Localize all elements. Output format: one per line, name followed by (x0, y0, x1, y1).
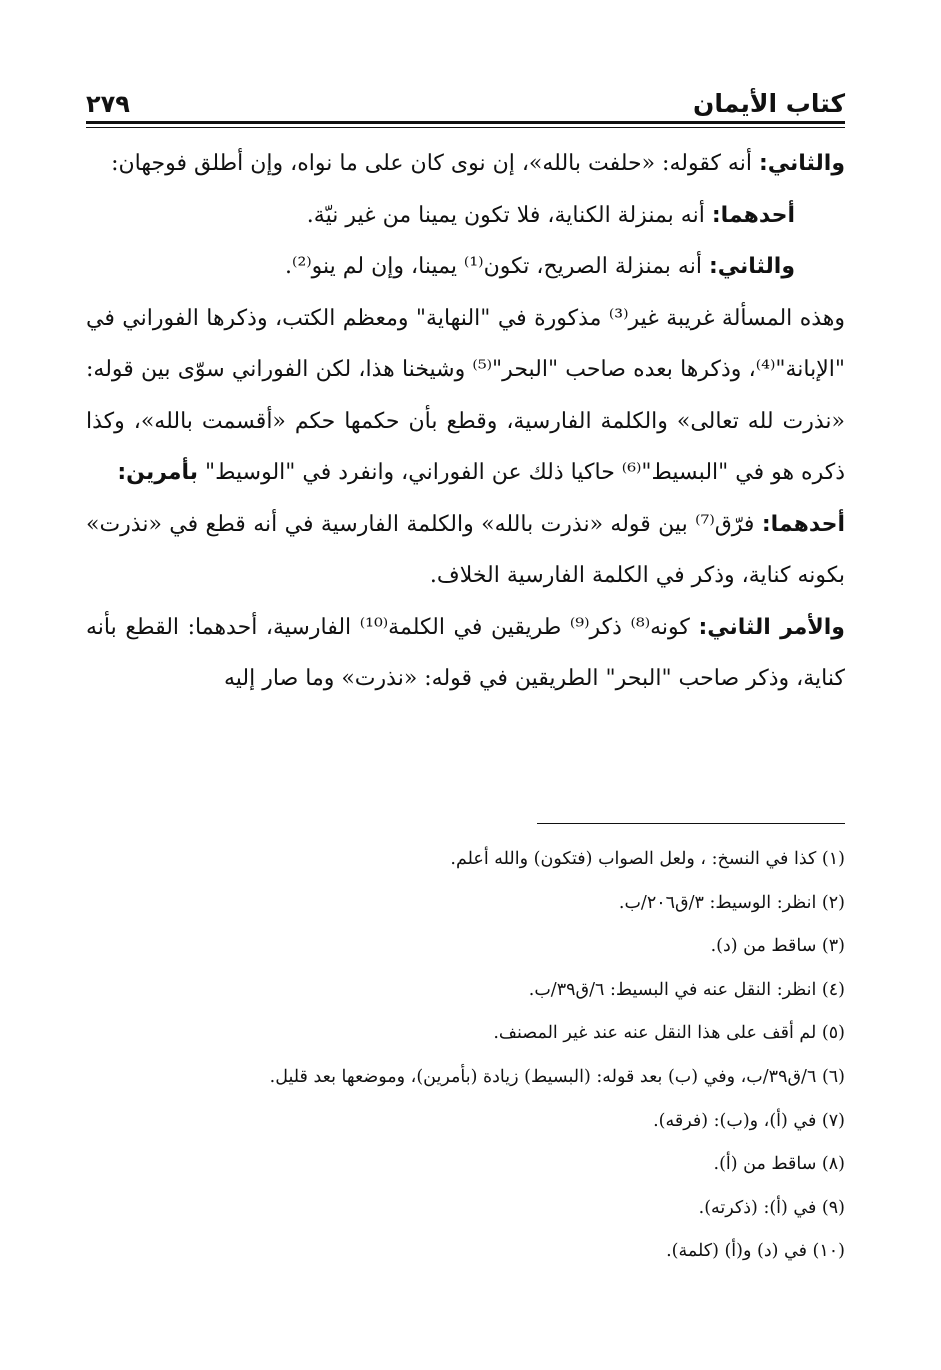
paragraph-6 (86, 602, 845, 705)
paragraph-4 (86, 293, 845, 499)
paragraph-text: أنه بمنزلة الكناية، فلا تكون يمينا من غير نيّة. (306, 202, 712, 228)
footnote-separator (537, 823, 845, 824)
page-header (86, 84, 845, 118)
paragraph-3 (86, 241, 845, 293)
footnote-4: (٤) انظر: النقل عنه في البسيط: ٦/ق٣٩/ب. (528, 979, 845, 1000)
page-number: ٢٧٩ (86, 90, 130, 118)
footnote-2: (٢) انظر: الوسيط: ٣/ق٢٠٦/ب. (618, 892, 845, 913)
header-rule-thin (86, 127, 845, 128)
paragraph-text: أنه كقوله: «حلفت بالله»، إن نوى كان على ما نواه، وإن أطلق فوجهان: (111, 151, 759, 176)
footnote-8: (٨) ساقط من (أ). (713, 1154, 845, 1175)
paragraph-lead: والأمر الثاني: (698, 614, 845, 640)
paragraph-text: فرّق⁽⁷⁾ بين قوله «نذرت بالله» والكلمة الفارسية في أنه قطع في «نذرت» بكونه كناية، وذكر في الكلمة الفارسية الخلاف. (86, 511, 845, 588)
paragraph-lead: أحدهما: (761, 511, 845, 537)
footnote-9: (٩) في (أ): (ذكرته). (698, 1197, 845, 1218)
footnote-10: (١٠) في (د) و(أ) (كلمة). (666, 1241, 845, 1262)
paragraph-text: وهذه المسألة غريبة غير⁽³⁾ مذكورة في "النهاية" ومعظم الكتب، وذكرها الفوراني في "الإبانة"⁽⁴⁾، وذكرها بعده صاحب "البحر"⁽⁵⁾ وشيخنا هذا، لكن الفوراني سوّى بين قوله: «نذرت لله تعالى» والكلمة الفارسية، وقطع بأن حكمها حكم «أقسمت بالله»، وكذا ذكره هو في "البسيط"⁽⁶⁾ حاكيا ذلك عن الفوراني، وانفرد في "الوسيط" (86, 305, 845, 485)
footnote-5: (٥) لم أقف على هذا النقل عنه عند غير المصنف. (493, 1023, 845, 1044)
paragraph-tail-bold: بأمرين: (117, 460, 199, 485)
paragraph-lead: والثاني: (758, 151, 845, 176)
paragraph-1 (86, 138, 845, 190)
paragraph-lead: أحدهما: (711, 202, 795, 228)
chapter-title: كتاب الأيمان (692, 89, 845, 118)
footnote-7: (٧) في (أ)، و(ب): (فرقه). (653, 1110, 845, 1131)
footnote-3: (٣) ساقط من (د). (710, 936, 845, 957)
paragraph-text: كونه⁽⁸⁾ ذكر⁽⁹⁾ طريقين في الكلمة⁽¹⁰⁾ الفارسية، أحدهما: القطع بأنه كناية، وذكر صاحب "البحر" الطريقين في قوله: «نذرت» وما صار إليه (86, 614, 845, 691)
paragraph-5 (86, 499, 845, 602)
main-text (86, 138, 845, 705)
header-rule-thick (86, 121, 845, 124)
footnote-6: (٦) ٦/ق٣٩/ب، وفي (ب) بعد قوله: (البسيط) زيادة (بأمرين)، وموضعها بعد قليل. (269, 1066, 845, 1087)
paragraph-lead: والثاني: (708, 254, 795, 279)
footnote-1: (١) كذا في النسخ: ، ولعل الصواب (فتكون) والله أعلم. (450, 849, 845, 869)
paragraph-2 (86, 190, 845, 242)
paragraph-text: أنه بمنزلة الصريح، تكون⁽¹⁾ يمينا، وإن لم ينو⁽²⁾. (285, 254, 709, 279)
footnotes (86, 838, 845, 1274)
